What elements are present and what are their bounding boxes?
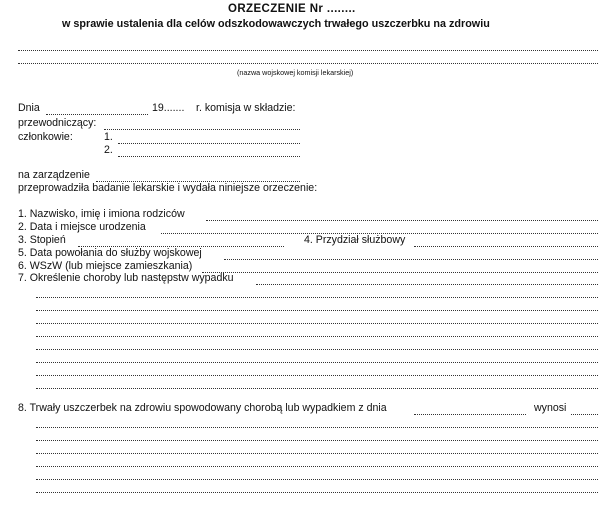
field-7-line[interactable] [36,388,598,389]
field-6-input[interactable] [202,272,598,273]
member-1-label: 1. [104,131,113,143]
field-7-label: 7. Określenie choroby lub następstw wypadku [18,272,234,284]
year-label: 19....... [152,102,185,114]
field-8-line[interactable] [36,453,598,454]
chair-label: przewodniczący: [18,117,97,129]
chair-field[interactable] [104,129,300,130]
field-8-line[interactable] [36,427,598,428]
field-7-line[interactable] [36,336,598,337]
field-1-input[interactable] [206,220,598,221]
members-label: członkowie: [18,131,73,143]
field-4-input[interactable] [414,246,598,247]
field-7-line[interactable] [36,375,598,376]
field-2-label: 2. Data i miejsce urodzenia [18,221,146,233]
commission-name-caption: (nazwa wojskowej komisji lekarskiej) [237,68,354,77]
field-8-label: 8. Trwały uszczerbek na zdrowiu spowodowany chorobą lub wypadkiem z dnia [18,402,387,414]
field-7-line[interactable] [36,362,598,363]
examination-statement: przeprowadziła badanie lekarskie i wydała niniejsze orzeczenie: [18,182,318,194]
document-title: ORZECZENIE Nr ........ [228,3,356,15]
field-4-label: 4. Przydział służbowy [304,234,406,246]
field-1-label: 1. Nazwisko, imię i imiona rodziców [18,208,185,220]
field-5-label: 5. Data powołania do służby wojskowej [18,247,202,259]
field-7-line[interactable] [36,310,598,311]
field-5-input[interactable] [224,259,598,260]
date-field[interactable] [46,114,148,115]
field-8-line[interactable] [36,492,598,493]
date-label: Dnia [18,102,40,114]
member-2-field[interactable] [118,156,300,157]
member-2-label: 2. [104,144,113,156]
order-label: na zarządzenie [18,169,90,181]
field-7-line[interactable] [36,349,598,350]
commission-name-line-1[interactable] [18,50,598,51]
field-8-date-input[interactable] [414,414,526,415]
commission-name-line-2[interactable] [18,63,598,64]
field-7-input[interactable] [256,284,598,285]
field-6-label: 6. WSzW (lub miejsce zamieszkania) [18,260,193,272]
document-subtitle: w sprawie ustalenia dla celów odszkodowawczych trwałego uszczerbku na zdrowiu [62,18,490,30]
field-3-label: 3. Stopień [18,234,66,246]
composition-label: r. komisja w składzie: [196,102,296,114]
field-8-line[interactable] [36,479,598,480]
field-7-line[interactable] [36,297,598,298]
field-8-line[interactable] [36,466,598,467]
field-7-line[interactable] [36,323,598,324]
member-1-field[interactable] [118,143,300,144]
field-8-percent-input[interactable] [571,414,598,415]
field-8-suffix: wynosi [534,402,567,414]
field-8-line[interactable] [36,440,598,441]
